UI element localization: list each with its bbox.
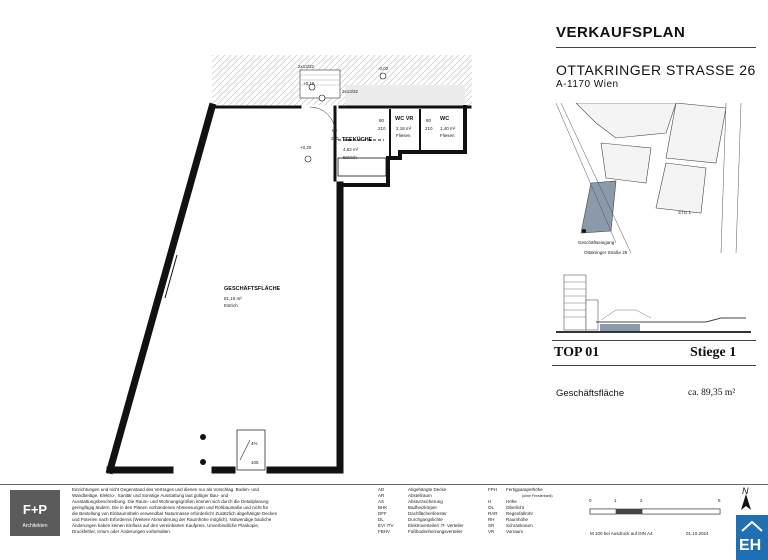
eh-logo [736,515,768,560]
legend-row: RAR Regenfallrohr [488,511,534,516]
legend-row: AD Abgehängte Decke [378,487,447,492]
legend-row: H Höhe [488,499,517,504]
scale-tick-1: 1 [614,498,617,503]
legend-row: BHK Badheizkörper [378,505,438,510]
kitchen-floor: Estrich [343,155,357,160]
north-label: N [742,486,749,496]
door2-width: 80 [379,118,385,123]
footer-divider [0,484,768,485]
legend-col-1 [378,487,488,535]
main-room-floor: Estrich [224,303,238,308]
city-address: A-1170 Wien [556,79,619,90]
level-label-2: -0,02 [378,66,389,71]
door3-height: 210 [425,126,433,131]
legend-row: RH Raumhöhe [488,517,529,522]
top-separator [552,340,756,341]
disclaimer-line: Wandbeläge, Elektro-, Sanitär und Sonstige Ausstattung laut gültiger Bau- und [72,493,229,498]
legend-row: SR Schrankraum [488,523,533,528]
disclaimer-line: geringfügig ändern. Die in den Plänen vorhandenen Abmessungen und Rohbaumaße und nicht für [72,505,269,510]
site-street-label: Ottakringer Straße 26 [584,250,628,255]
disclaimer-line: die Bestellung von Einbaumöbeln verwendbar Naturmasse erforderlich! Zusätzlich abgehängte Decken [72,511,278,516]
legend-row: AS Absturzsicherung [378,499,443,504]
site-entrance-label: Geschäftseingang [578,240,615,245]
scale-tick-5: 5 [718,498,721,503]
disclaimer [72,487,372,535]
stair-label-1: 2x13/32 [298,64,315,69]
legend-row: VR Vorraum [488,529,524,534]
scale-note: M 100 bei Ausdruck auf DIN A4 [590,531,653,536]
unit-separator [552,365,756,366]
kitchen-area: 4,62 m² [343,147,359,152]
fp-logo-text: F+P [22,502,48,517]
legend-row: EV/ ITV Elektroverteiler/ IT- Verteiler [378,523,464,528]
disclaimer-line: Druckfehler, Irrtum oder Änderungen vorbehalten. [72,529,172,534]
title-underline [556,47,756,48]
door2-height: 210 [378,126,386,131]
section-highlight [600,324,640,332]
wc-area: 1,40 m² [440,126,456,131]
disclaimer-line: Änderungen haben keinen Einfluss auf den vereinbarten Kaufpreis. Unverbindliche Plankopie, [72,523,260,528]
wcvr-area: 2,18 m² [396,126,412,131]
legend-row: (ohne Fensterbank) [522,494,553,498]
scale-bar [586,505,726,519]
floor-plan [0,40,540,480]
scale-tick-0: 0 [589,498,592,503]
door-bottom-label: 105 [251,460,259,465]
kitchen-name: TEEKÜCHE [342,137,373,143]
legend-row: FPH Fertigparapethöhe [488,487,543,492]
legend-row: OL Oberlicht [488,505,525,510]
legend-row: FBHV Fußbodenheizungsverteiler [378,529,463,534]
roof-icon [740,519,764,533]
wcvr-floor: Fliesen [396,133,411,138]
legend-row: AR Abstellraum [378,493,432,498]
door1-height: 210 [331,136,339,141]
level-label-1: +0,18 [303,81,315,86]
corridor-area [345,85,465,107]
door3-width: 80 [426,118,432,123]
section-view [556,270,756,340]
disclaimer-line: Einrichtungen und nicht Gegenstand des Vertrages und dienen nur als Vorschlag. Boden- und [72,487,259,492]
site-stg-label: STG 1 [678,210,692,215]
street-address: OTTAKRINGER STRASSE 26 [556,62,756,78]
wcvr-name: WC VR [395,116,414,122]
level-label-3: +0,20 [300,145,312,150]
main-room-area: 81,15 m² [224,296,242,301]
disclaimer-line: und Poterien nach Erfordernis (Weitere Abminderung der Raumhöhe möglich). Notwendige bauliche [72,517,272,522]
legend-row: DL Durchgangslichte [378,517,443,522]
area-value: ca. 89,35 m² [688,388,736,398]
disclaimer-line: Ausstattungsbeschreibung. Die Raum- und Wohnungsgrößen können sich durch die Detailplanung [72,499,269,504]
fp-logo-sub: Architekten [22,523,48,529]
stair-label-2: 2x13/32 [342,89,359,94]
legend-col-2 [488,487,568,535]
wc-name: WC [440,116,450,122]
unit-stair: Stiege 1 [690,345,737,360]
door1-width: 80 [332,128,338,133]
plan-date: 01.10.2024 [686,531,709,536]
legend-row: DFF Dachflächenfenster [378,511,447,516]
eh-logo-text: EH [739,537,762,554]
wc-floor: Fliesen [440,133,455,138]
main-room-name: GESCHÄFTSFLÄCHE [224,286,281,292]
unit-top: TOP 01 [554,345,600,360]
scale-tick-2: 2 [640,498,643,503]
slope-label: 4% [251,441,258,446]
fp-logo [10,490,60,536]
area-label: Geschäftsfläche [556,388,625,399]
plan-title: VERKAUFSPLAN [556,24,686,41]
site-plan [556,103,756,253]
